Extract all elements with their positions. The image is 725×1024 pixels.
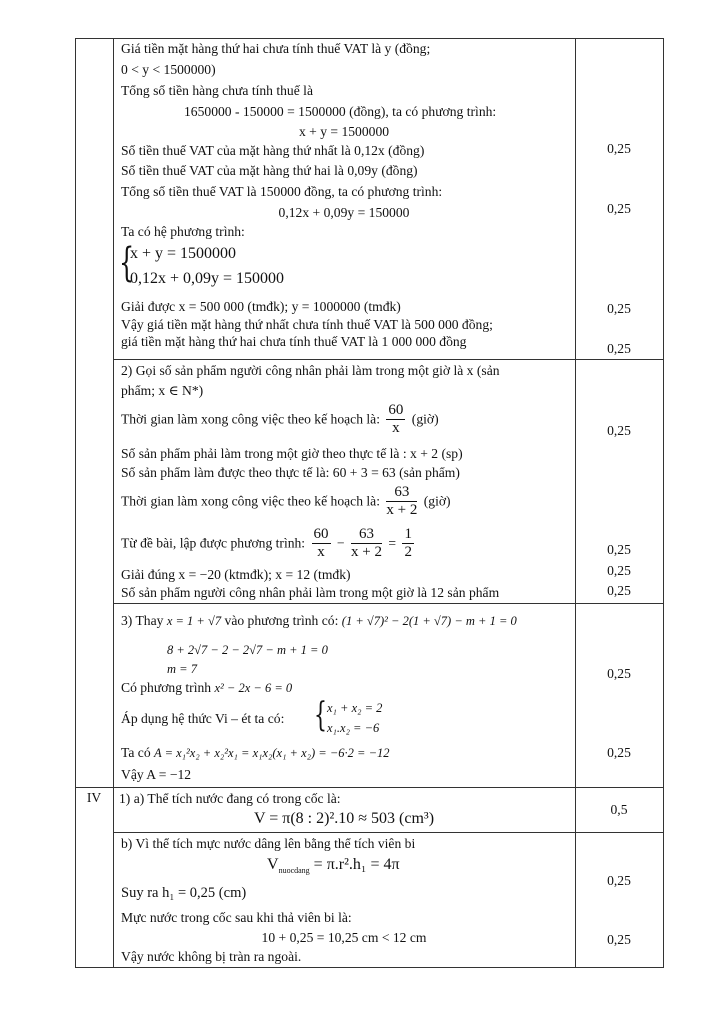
text: Thời gian làm xong công việc theo kế hoạch là: xyxy=(121,493,380,509)
system-brace: { xyxy=(314,695,327,735)
text-line: giá tiền mặt hàng thứ hai chưa tính thuế VAT là 1 000 000 đồng xyxy=(121,334,467,349)
denominator: x xyxy=(392,420,400,436)
text-line: Số sản phẩm phải làm trong một giờ theo thực tế là : x + 2 (sp) xyxy=(121,446,463,461)
text-line: Áp dụng hệ thức Vi – ét ta có: xyxy=(121,711,285,726)
math-line: m = 7 xyxy=(167,662,197,676)
text-line: Số sản phẩm làm được theo thực tế là: 60 + 3 = 63 (sản phẩm) xyxy=(121,465,460,480)
score: 0,25 xyxy=(607,583,631,598)
text-line: Vậy nước không bị tràn ra ngoài. xyxy=(121,949,302,964)
math-expression: (1 + √7)² − 2(1 + √7) − m + 1 = 0 xyxy=(341,614,517,628)
text-line: Giải được x = 500 000 (tmđk); y = 1000000 (tmđk) xyxy=(121,299,401,314)
fraction xyxy=(312,526,331,561)
table-border-top xyxy=(75,38,664,39)
text-line: Giá tiền mặt hàng thứ hai chưa tính thuế VAT là y (đồng; xyxy=(121,41,431,56)
text-line: Vậy A = −12 xyxy=(121,767,192,782)
math-expression: x² − 2x − 6 = 0 xyxy=(214,681,293,695)
operator: − xyxy=(336,535,345,551)
denominator: x + 2 xyxy=(386,502,418,518)
text: Có phương trình xyxy=(121,680,212,695)
text-line-with-equation xyxy=(121,526,417,561)
fraction xyxy=(351,526,382,561)
numerator: 63 xyxy=(386,484,417,502)
text-line: Ta có hệ phương trình: xyxy=(121,224,245,239)
section-label: IV xyxy=(86,790,102,805)
score: 0,25 xyxy=(607,423,631,438)
text-line: Tổng số tiền hàng chưa tính thuế là xyxy=(121,83,313,98)
subscript: nuocdang xyxy=(278,866,310,876)
text-line: b) Vì thể tích mực nước dâng lên bằng thể tích viên bi xyxy=(121,836,416,851)
denominator: 2 xyxy=(404,544,412,560)
fraction xyxy=(386,484,417,519)
text-line: Tổng số tiền thuế VAT là 150000 đồng, ta có phương trình: xyxy=(121,184,443,199)
numerator: 60 xyxy=(313,526,329,542)
score: 0,25 xyxy=(607,542,631,557)
equation: x + y = 1500000 xyxy=(298,124,390,139)
text: Thời gian làm xong công việc theo kế hoạch là: xyxy=(121,411,380,427)
text: (giờ) xyxy=(423,493,451,509)
score: 0,25 xyxy=(607,745,631,760)
score: 0,25 xyxy=(607,666,631,681)
numerator: 1 xyxy=(404,526,412,542)
score: 0,5 xyxy=(610,802,628,817)
text-line xyxy=(121,613,517,629)
text-line: 2) Gọi số sản phẩm người công nhân phải làm trong một giờ là x (sản xyxy=(121,363,500,378)
text-line-with-fraction xyxy=(121,484,451,519)
system-equation-2: 0,12x + 0,09y = 150000 xyxy=(130,270,285,287)
operator: = xyxy=(388,535,397,551)
math-line: 8 + 2√7 − 2 − 2√7 − m + 1 = 0 xyxy=(167,643,328,657)
system-equation-1: x + y = 1500000 xyxy=(130,245,237,262)
table-border-bottom xyxy=(75,967,664,968)
score: 0,25 xyxy=(607,301,631,316)
equation xyxy=(267,856,400,876)
score: 0,25 xyxy=(607,563,631,578)
text: vào phương trình có: xyxy=(224,613,339,628)
text-line xyxy=(121,680,292,696)
equation: 0,12x + 0,09y = 150000 xyxy=(278,205,410,220)
text-line: Số sản phẩm người công nhân phải làm trong một giờ là 12 sản phẩm xyxy=(121,585,500,600)
fraction xyxy=(386,402,405,437)
text-line: Vậy giá tiền mặt hàng thứ nhất chưa tính thuế VAT là 500 000 đồng; xyxy=(121,317,493,332)
denominator: x xyxy=(317,544,325,560)
numerator: 63 xyxy=(351,526,382,544)
text-line: Số tiền thuế VAT của mặt hàng thứ nhất là 0,12x (đồng) xyxy=(121,143,425,158)
text-line: 0 < y < 1500000) xyxy=(121,62,216,77)
math-expression: = π.r².h₁ = 4π xyxy=(313,856,400,873)
system-equation-2: x₁.x₂ = −6 xyxy=(327,721,380,735)
denominator: x + 2 xyxy=(350,544,382,560)
text-line: Suy ra h₁ = 0,25 (cm) xyxy=(121,885,247,901)
symbol: V xyxy=(267,856,279,873)
system-equation-1: x₁ + x₂ = 2 xyxy=(327,701,383,715)
table-border-col1 xyxy=(113,38,114,968)
text-line: phẩm; x ∈ N*) xyxy=(121,383,204,398)
score: 0,25 xyxy=(607,932,631,947)
math-expression: x = 1 + √7 xyxy=(166,614,222,628)
text-line: Mực nước trong cốc sau khi thả viên bi là: xyxy=(121,910,352,925)
system-brace: { xyxy=(119,240,135,286)
text: Ta có xyxy=(121,745,151,760)
score: 0,25 xyxy=(607,201,631,216)
score: 0,25 xyxy=(607,873,631,888)
equation: V = π(8 : 2)².10 ≈ 503 (cm³) xyxy=(253,810,435,827)
equation: 10 + 0,25 = 10,25 cm < 12 cm xyxy=(261,930,427,945)
fraction xyxy=(402,526,414,561)
text-line: Số tiền thuế VAT của mặt hàng thứ hai là 0,09y (đồng) xyxy=(121,163,418,178)
table-border-left xyxy=(75,38,76,968)
math-expression: A = x₁²x₂ + x₂²x₁ = x₁x₂(x₁ + x₂) = −6·2 = −12 xyxy=(154,746,390,760)
row-divider-4 xyxy=(113,832,664,833)
text-line: 1650000 - 150000 = 1500000 (đồng), ta có phương trình: xyxy=(184,104,497,119)
text-line: 1) a) Thể tích nước đang có trong cốc là: xyxy=(119,791,341,806)
text-line-with-fraction xyxy=(121,402,439,437)
text: Từ đề bài, lập được phương trình: xyxy=(121,535,306,551)
score: 0,25 xyxy=(607,141,631,156)
numerator: 60 xyxy=(388,402,404,418)
score: 0,25 xyxy=(607,341,631,356)
table-border-right xyxy=(663,38,664,968)
row-divider-2 xyxy=(113,603,664,604)
text-line: Giải đúng x = −20 (ktmđk); x = 12 (tmđk) xyxy=(121,567,351,582)
text: (giờ) xyxy=(411,411,439,427)
text-line xyxy=(121,745,390,761)
row-divider-3 xyxy=(75,787,664,788)
table-border-col2 xyxy=(575,38,576,968)
row-divider-1 xyxy=(113,359,664,360)
text: 3) Thay xyxy=(121,613,164,628)
